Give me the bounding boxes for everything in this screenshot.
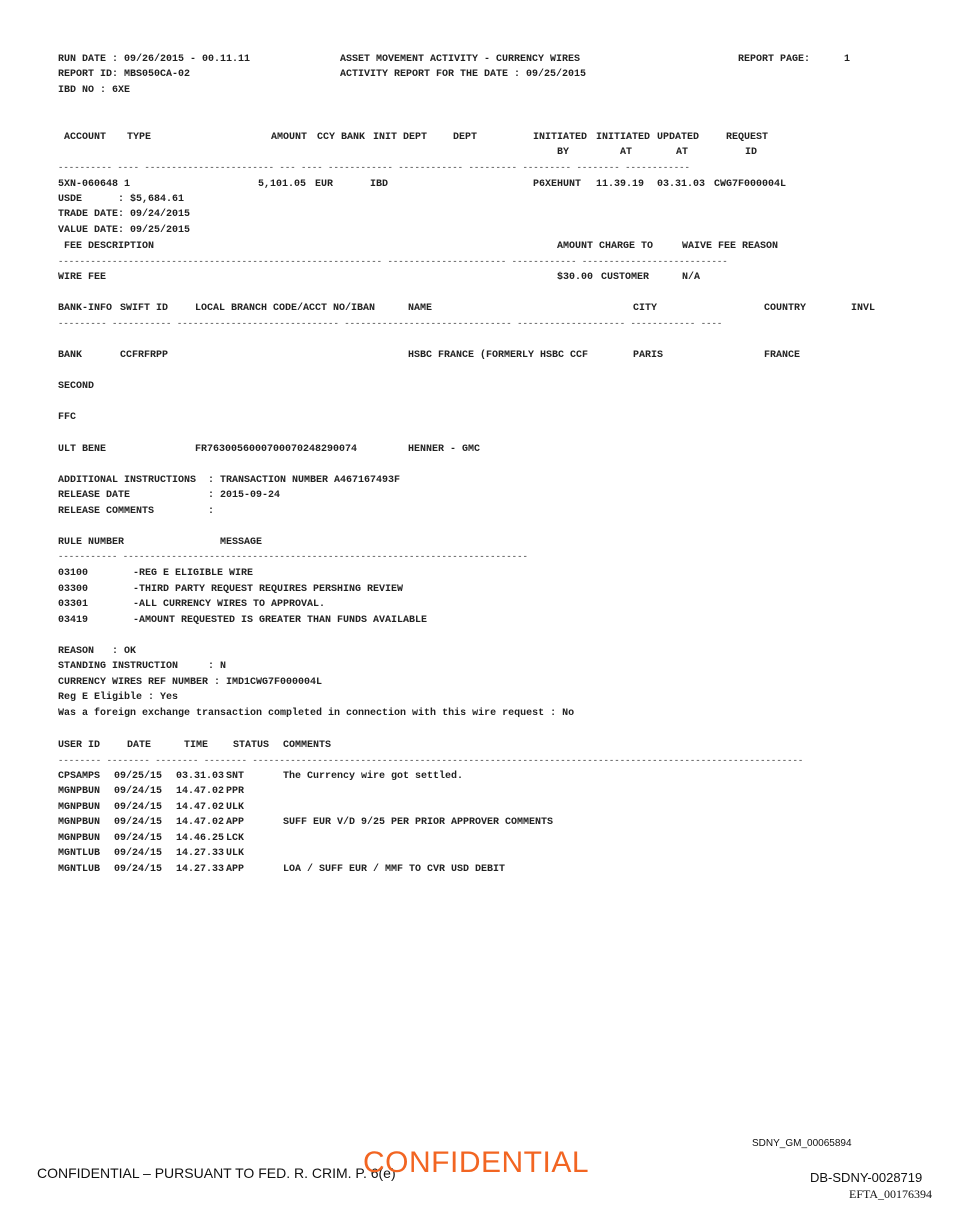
audit-user: CPSAMPS [58,771,101,782]
ibd-number: IBD NO : 6XE [58,85,131,96]
audit-date: 09/24/15 [114,802,163,813]
rules-divider: ----------- --------------------------------------------------------------------------- [58,552,528,562]
run-date: RUN DATE : 09/26/2015 - 00.11.11 [58,54,251,65]
report-page-number: 1 [844,54,851,65]
wire-currency: EUR [315,179,334,190]
col-invl: INVL [851,303,876,314]
trade-date: TRADE DATE: 09/24/2015 [58,209,191,220]
wire-amount: 5,101.05 [258,179,307,190]
standing-instruction: STANDING INSTRUCTION : N [58,661,227,672]
audit-time: 14.47.02 [176,802,225,813]
audit-user: MGNPBUN [58,802,101,813]
audit-time: 03.31.03 [176,771,225,782]
audit-status: LCK [226,833,245,844]
bank-city: PARIS [633,350,664,361]
audit-user: MGNTLUB [58,848,101,859]
fee-waive-reason: N/A [682,272,701,283]
col-country: COUNTRY [764,303,807,314]
fee-description: WIRE FEE [58,272,107,283]
audit-user: MGNPBUN [58,817,101,828]
col-initiated-by-sub: BY [557,147,570,158]
rule-number: 03100 [58,568,89,579]
bank-name: HSBC FRANCE (FORMERLY HSBC CCF [408,350,589,361]
audit-date: 09/24/15 [114,786,163,797]
audit-status: PPR [226,786,245,797]
col-rule-number: RULE NUMBER [58,537,125,548]
rule-message: -REG E ELIGIBLE WIRE [133,568,254,579]
audit-comment: The Currency wire got settled. [283,771,464,782]
col-request-sub: ID [745,147,758,158]
ffc-label: FFC [58,412,77,423]
col-ccy: CCY [317,132,336,143]
audit-time: 14.47.02 [176,786,225,797]
report-id: REPORT ID: MBS050CA-02 [58,69,191,80]
col-date: DATE [127,740,152,751]
audit-date: 09/25/15 [114,771,163,782]
col-initiated-at: INITIATED [596,132,651,143]
col-updated: UPDATED [657,132,700,143]
col-amount-charge: AMOUNT CHARGE TO [557,241,654,252]
audit-date: 09/24/15 [114,817,163,828]
usde-amount: USDE : $5,684.61 [58,194,185,205]
audit-time: 14.46.25 [176,833,225,844]
col-initiated-at-sub: AT [620,147,633,158]
col-bank: BANK [341,132,366,143]
value-date: VALUE DATE: 09/25/2015 [58,225,191,236]
rule-number: 03419 [58,615,89,626]
audit-date: 09/24/15 [114,833,163,844]
col-dept: DEPT [453,132,478,143]
currency-wires-ref: CURRENCY WIRES REF NUMBER : IMD1CWG7F000004L [58,677,323,688]
audit-date: 09/24/15 [114,848,163,859]
col-time: TIME [184,740,209,751]
col-name: NAME [408,303,433,314]
additional-instructions: ADDITIONAL INSTRUCTIONS : TRANSACTION NUMBER A467167493F [58,475,401,486]
fee-charge-to: CUSTOMER [601,272,650,283]
col-initiated-by: INITIATED [533,132,588,143]
bank-info-divider: --------- ----------- ------------------------------ ------------------------------- -------------------- ------------ ---- [58,319,723,329]
col-amount: AMOUNT [271,132,308,143]
wire-table-divider: ---------- ---- ------------------------ --- ---- ------------ ------------ --------- --------- -------- ------------ [58,163,690,173]
reason: REASON : OK [58,646,137,657]
confidential-stamp: CONFIDENTIAL [363,1146,590,1179]
rule-message: -THIRD PARTY REQUEST REQUIRES PERSHING REVIEW [133,584,404,595]
wire-bank: IBD [370,179,389,190]
audit-status: SNT [226,771,245,782]
account-number: 5XN-060648 1 [58,179,131,190]
col-message: MESSAGE [220,537,263,548]
audit-status: APP [226,817,245,828]
col-waive-reason: WAIVE FEE REASON [682,241,779,252]
rule-number: 03301 [58,599,89,610]
fee-divider: ------------------------------------------------------------ ---------------------- ------------ --------------------------- [58,257,728,267]
ult-bene-label: ULT BENE [58,444,107,455]
report-page-label: REPORT PAGE: [738,54,811,65]
fee-amount: $30.00 [557,272,594,283]
col-swift-id: SWIFT ID [120,303,169,314]
bank-country: FRANCE [764,350,801,361]
bates-db: DB-SDNY-0028719 [810,1170,923,1185]
col-comments: COMMENTS [283,740,332,751]
col-type: TYPE [127,132,152,143]
audit-user: MGNPBUN [58,833,101,844]
audit-date: 09/24/15 [114,864,163,875]
initiated-by: P6XEHUNT [533,179,582,190]
ult-bene-iban: FR7630056000700070248290074 [195,444,358,455]
updated-at: 03.31.03 [657,179,706,190]
col-user-id: USER ID [58,740,101,751]
col-bank-info: BANK-INFO [58,303,113,314]
release-comments: RELEASE COMMENTS : [58,506,215,517]
col-updated-sub: AT [676,147,689,158]
rule-message: -AMOUNT REQUESTED IS GREATER THAN FUNDS AVAILABLE [133,615,428,626]
fx-question: Was a foreign exchange transaction completed in connection with this wire request : No [58,708,575,719]
audit-time: 14.47.02 [176,817,225,828]
audit-status: ULK [226,802,245,813]
audit-user: MGNTLUB [58,864,101,875]
col-status: STATUS [233,740,270,751]
rule-message: -ALL CURRENCY WIRES TO APPROVAL. [133,599,326,610]
reg-e-eligible: Reg E Eligible : Yes [58,692,179,703]
second-bank-label: SECOND [58,381,95,392]
audit-status: APP [226,864,245,875]
bank-swift: CCFRFRPP [120,350,169,361]
col-local-branch: LOCAL BRANCH CODE/ACCT NO/IBAN [195,303,376,314]
bates-efta: EFTA_00176394 [849,1187,933,1201]
ult-bene-name: HENNER - GMC [408,444,481,455]
col-init-dept: INIT DEPT [373,132,428,143]
col-city: CITY [633,303,658,314]
col-fee-description: FEE DESCRIPTION [64,241,155,252]
release-date: RELEASE DATE : 2015-09-24 [58,490,281,501]
report-title: ASSET MOVEMENT ACTIVITY - CURRENCY WIRES [340,54,581,65]
audit-comment: LOA / SUFF EUR / MMF TO CVR USD DEBIT [283,864,506,875]
col-request: REQUEST [726,132,769,143]
rule-number: 03300 [58,584,89,595]
audit-comment: SUFF EUR V/D 9/25 PER PRIOR APPROVER COMMENTS [283,817,554,828]
confidential-legend: CONFIDENTIAL – PURSUANT TO FED. R. CRIM. P. 6(e) [37,1165,396,1181]
audit-time: 14.27.33 [176,864,225,875]
request-id: CWG7F000004L [714,179,787,190]
audit-divider: -------- -------- -------- -------- ------------------------------------------------------------------------------------------------------ [58,756,804,766]
bates-sdny: SDNY_GM_00065894 [752,1138,852,1149]
initiated-at: 11.39.19 [596,179,645,190]
audit-status: ULK [226,848,245,859]
bank-label: BANK [58,350,83,361]
col-account: ACCOUNT [64,132,107,143]
audit-user: MGNPBUN [58,786,101,797]
audit-time: 14.27.33 [176,848,225,859]
activity-date: ACTIVITY REPORT FOR THE DATE : 09/25/2015 [340,69,587,80]
